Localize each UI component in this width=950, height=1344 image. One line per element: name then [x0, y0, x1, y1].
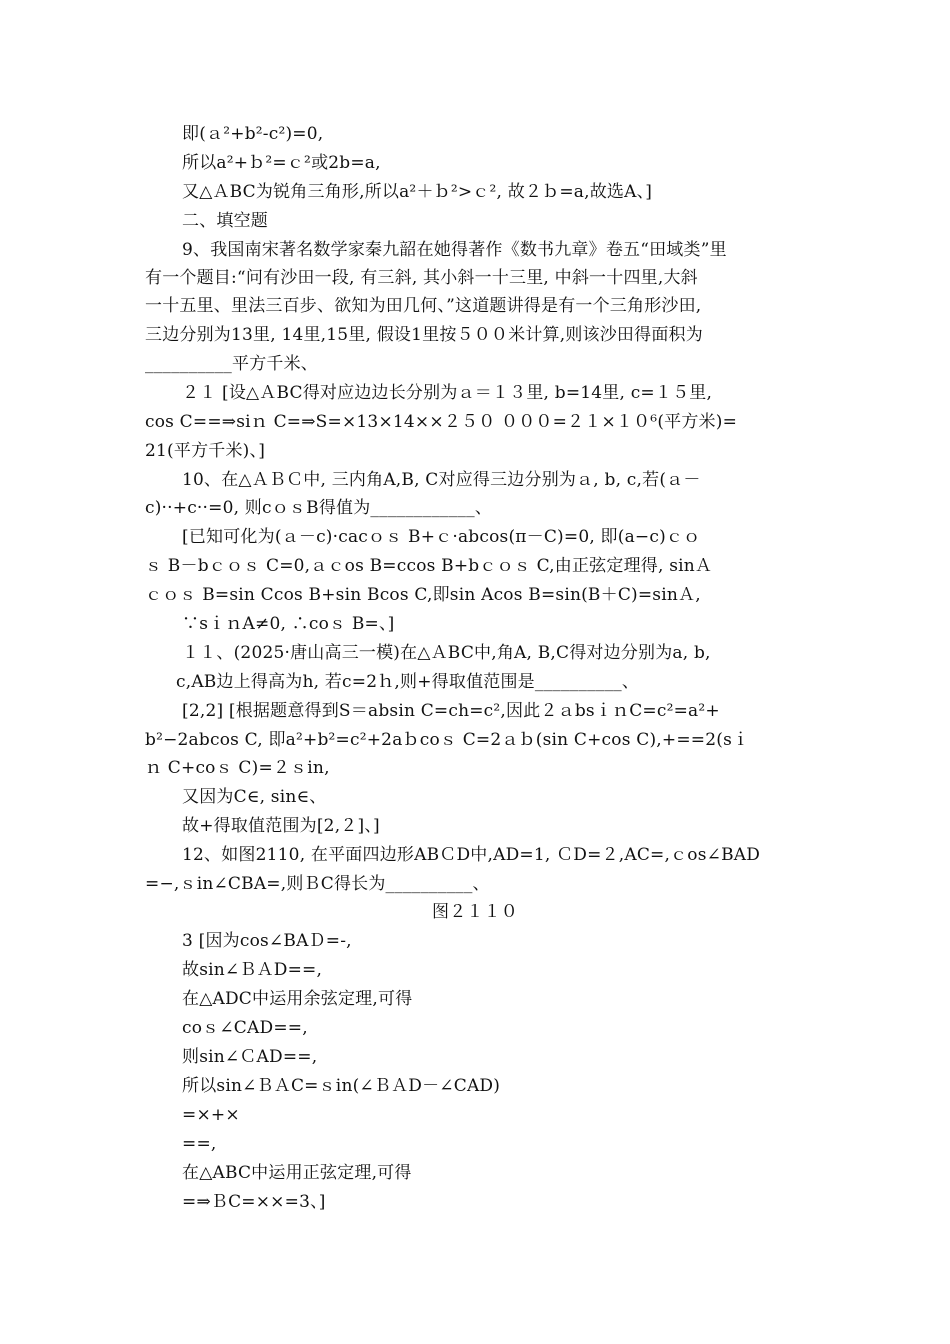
line-17: ｃｏｓ B=sin Ccos B+sin Bcos C,即sin Acos B=sin(B＋C)=sinＡ, [145, 585, 701, 605]
line-38: =⇒ＢC=××=3、] [182, 1192, 326, 1212]
line-18: ∵sｉｎA≠0, ∴coｓ B=、] [182, 614, 395, 634]
line-11: cos C==⇒siｎ C=⇒S=×13×14××２５０ ０００=２１×１０⁶(平方米)= [145, 412, 738, 432]
line-31: 在△ADC中运用余弦定理,可得 [182, 989, 413, 1009]
line-10: ２１ [设△ＡBC得对应边边长分别为ａ＝１３里, b=14里, c=１５里, [182, 383, 713, 403]
line-32: coｓ∠CAD==, [182, 1018, 308, 1038]
line-24: 又因为C∈, sin∈、 [182, 787, 327, 807]
line-36: ==, [182, 1134, 217, 1154]
line-06: 有一个题目:“问有沙田一段, 有三斜, 其小斜一十三里, 中斜一十四里,大斜 [145, 268, 698, 288]
line-01: 即(ａ²+b²-c²)=0, [182, 124, 324, 144]
figure-caption: 图２１１０ [432, 902, 518, 922]
line-21: [2,2] [根据题意得到S＝absin C=ch=c²,因此２ａbsｉｎC=c²=a²+ [182, 701, 720, 721]
line-15: [已知可化为(ａ－c)·cacｏｓ B+ｃ·abcos(π－C)=0, 即(a−c)ｃｏ [182, 527, 701, 547]
line-07: 一十五里、里法三百步、欲知为田几何、”这道题讲得是有一个三角形沙田, [145, 296, 702, 316]
line-35: =×+× [182, 1105, 240, 1125]
line-09: __________平方千米、 [145, 354, 318, 374]
line-16: ｓ B－bｃｏｓ C=0,ａｃos B=ccos B+bｃｏｓ C,由正弦定理得, sinＡ [145, 556, 713, 576]
line-20: c,AB边上得高为h, 若c=2ｈ,则+得取值范围是__________、 [176, 672, 640, 692]
line-02: 所以a²+ｂ²=ｃ²或2b=a, [182, 153, 381, 173]
line-23: ｎ C+coｓ C)=２ｓin, [145, 758, 330, 778]
line-29: 3 [因为cos∠BAＤ=-, [182, 931, 352, 951]
line-34: 所以sin∠ＢＡC=ｓin(∠ＢＡD－∠CAD) [182, 1076, 501, 1096]
line-25: 故+得取值范围为[2,２]、] [182, 816, 380, 836]
line-30: 故sin∠ＢＡD==, [182, 960, 323, 980]
line-05: 9、我国南宋著名数学家秦九韶在她得著作《数书九章》卷五“田域类”里 [182, 240, 727, 260]
line-19: １１、(2025·唐山高三一模)在△ＡBC中,角A, B,C得对边分别为a, b, [182, 643, 711, 663]
line-14: c)··+c··=0, 则cｏｓB得值为____________、 [145, 498, 493, 518]
line-08: 三边分别为13里, 14里,15里, 假设1里按５００米计算,则该沙田得面积为 [145, 325, 703, 345]
line-33: 则sin∠ＣAD==, [182, 1047, 318, 1067]
line-12: 21(平方千米)、] [145, 441, 266, 461]
line-26: 12、如图2110, 在平面四边形ABＣD中,AD=1, ＣD=２,AC=,ｃos∠BAD [182, 845, 761, 865]
line-27: =−,ｓin∠CBA=,则ＢC得长为__________、 [145, 874, 490, 894]
line-37: 在△ABC中运用正弦定理,可得 [182, 1163, 412, 1183]
line-03: 又△ＡBC为锐角三角形,所以a²＋ｂ²>ｃ², 故２ｂ=a,故选A、] [182, 182, 653, 202]
line-22: b²−2abcos C, 即a²+b²=c²+2aｂcoｓ C=2ａｂ(sin C+cos C),+==2(sｉ [145, 730, 750, 750]
section-heading: 二、填空题 [182, 211, 268, 231]
line-13: 10、在△ＡＢＣ中, 三内角A,B, C对应得三边分别为ａ, b, c,若(ａ－ [182, 470, 701, 490]
